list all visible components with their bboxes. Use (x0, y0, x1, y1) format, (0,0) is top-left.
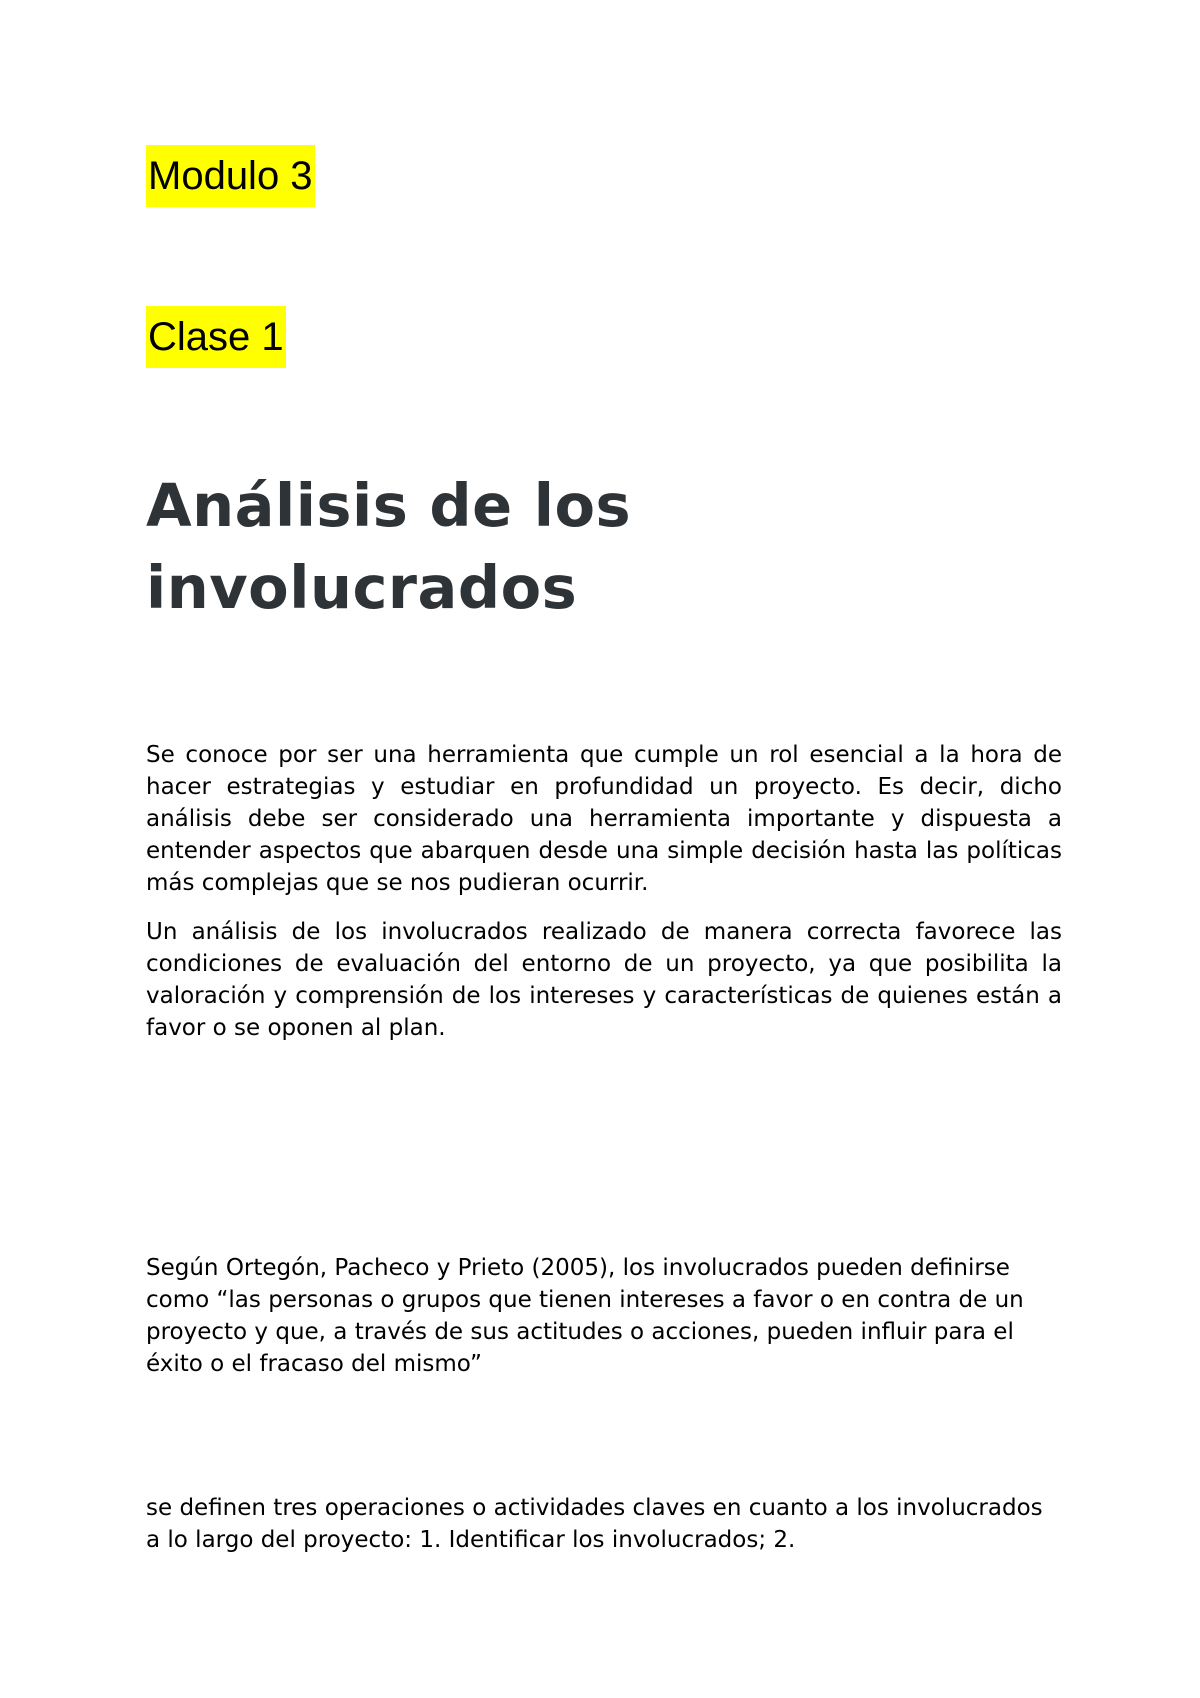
paragraph-definition: Se conoce por ser una herramienta que cumple un rol esencial a la hora de hacer estrategias y estudiar en profundidad un proyecto. Es decir, dicho análisis debe ser considerado una herramienta importante y dispuesta a entender aspectos que abarquen desde una simple decisión hasta las políticas más complejas que se nos pudieran ocurrir. (146, 742, 1062, 896)
paragraph-operations: se definen tres operaciones o actividades claves en cuanto a los involucrados a lo largo del proyecto: 1. Identificar los involucrados; 2. (146, 1495, 1043, 1553)
paragraph-citation: Según Ortegón, Pacheco y Prieto (2005), los involucrados pueden definirse como “las personas o grupos que tienen intereses a favor o en contra de un proyecto y que, a través de sus actitudes o acciones, pueden influir para el éxito o el fracaso del mismo” (146, 1255, 1024, 1377)
module-heading: Modulo 3 (146, 145, 315, 207)
class-heading: Clase 1 (146, 306, 286, 368)
title-line-1: Análisis de los (146, 471, 632, 540)
paragraph-evaluation: Un análisis de los involucrados realizado de manera correcta favorece las condiciones de evaluación del entorno de un proyecto, ya que posibilita la valoración y comprensión de los intereses y características de quienes están a favor o se oponen al plan. (146, 919, 1062, 1041)
title-line-2: involucrados (146, 553, 578, 622)
document-title (146, 465, 1076, 629)
